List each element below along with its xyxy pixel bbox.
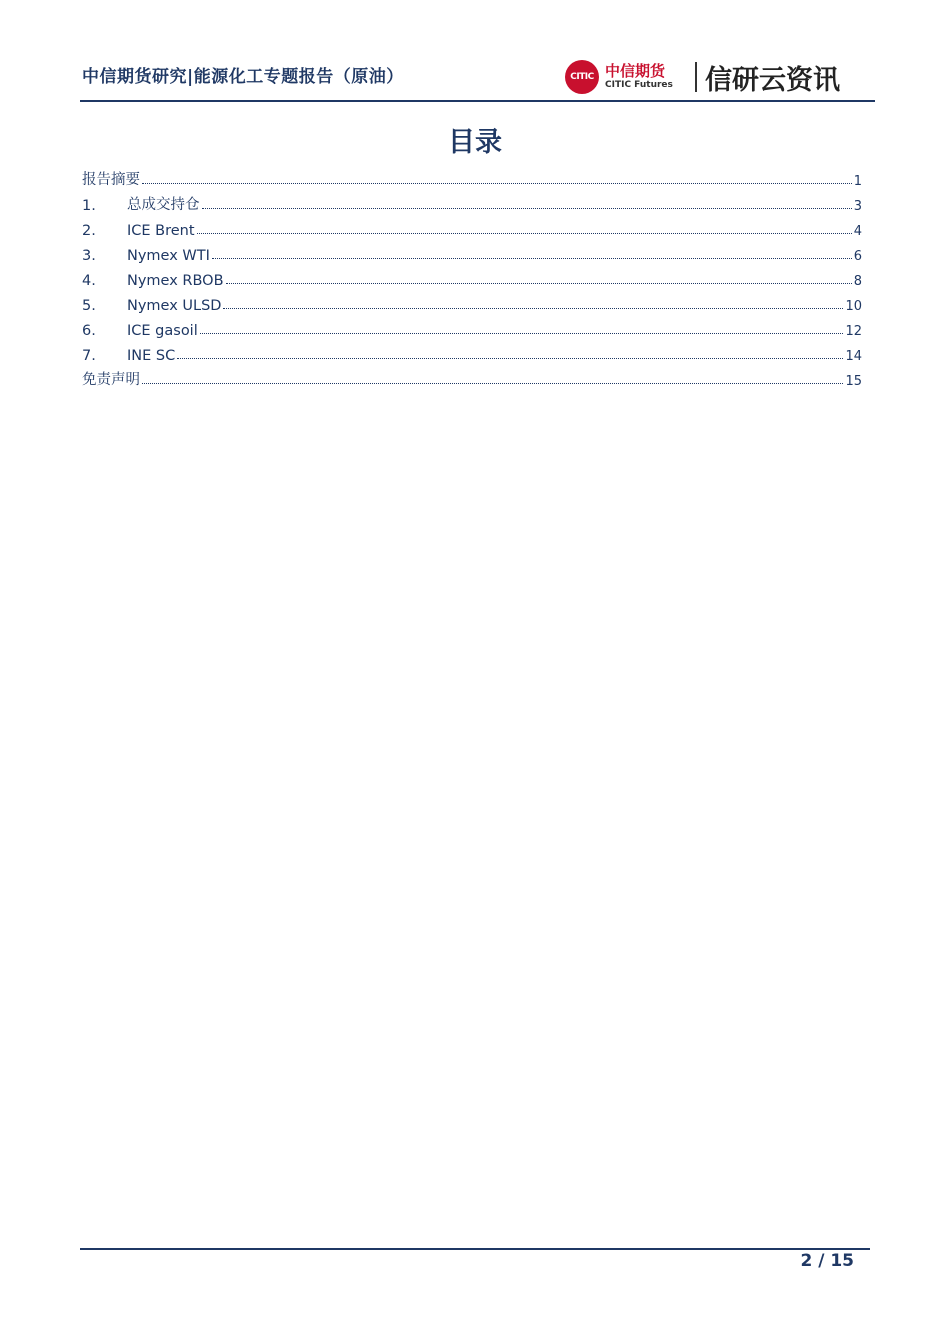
toc-entry-nymex-rbob[interactable]	[82, 264, 862, 289]
toc-entry-label: Nymex WTI	[127, 248, 210, 264]
toc-leader-dots	[177, 357, 843, 359]
toc-entry-nymex-ulsd[interactable]	[82, 289, 862, 314]
toc-entry-number: 2.	[82, 223, 96, 239]
toc-entry-disclaimer[interactable]	[82, 364, 862, 389]
page-number: 2 / 15	[800, 1251, 854, 1271]
toc-entry-page: 15	[845, 374, 862, 389]
toc-entry-ice-brent[interactable]	[82, 214, 862, 239]
citic-futures-logo	[565, 58, 875, 96]
toc-entry-number: 4.	[82, 273, 96, 289]
toc-entry-label: INE SC	[127, 348, 176, 364]
toc-entry-label: Nymex ULSD	[127, 298, 222, 314]
toc-entry-label: 报告摘要	[82, 172, 140, 188]
logo-english-name: CITIC Futures	[605, 80, 673, 90]
toc-entry-label: Nymex RBOB	[127, 273, 224, 289]
toc-entry-label: ICE gasoil	[127, 323, 198, 339]
toc-entry-number: 5.	[82, 298, 96, 314]
citic-emblem-icon: CITIC	[565, 60, 599, 94]
logo-separator	[695, 62, 697, 92]
toc-entry-label: 总成交持仓	[127, 197, 200, 213]
toc-entry-ice-gasoil[interactable]	[82, 314, 862, 339]
toc-entry-page: 10	[845, 299, 862, 314]
header-divider	[80, 100, 875, 102]
toc-leader-dots	[202, 207, 852, 209]
toc-entry-page: 3	[853, 199, 862, 214]
toc-entry-page: 1	[853, 174, 862, 189]
toc-entry-total-volume[interactable]	[82, 189, 862, 214]
toc-leader-dots	[197, 232, 852, 234]
toc-entry-number: 3.	[82, 248, 96, 264]
toc-entry-number: 1.	[82, 198, 96, 214]
toc-leader-dots	[142, 382, 843, 384]
toc-entry-nymex-wti[interactable]	[82, 239, 862, 264]
toc-entry-page: 6	[853, 249, 862, 264]
toc-entry-label: 免责声明	[82, 372, 140, 388]
toc-entry-number: 7.	[82, 348, 96, 364]
toc-entry-label: ICE Brent	[127, 223, 195, 239]
toc-entry-ine-sc[interactable]	[82, 339, 862, 364]
toc-leader-dots	[200, 332, 844, 334]
report-header-title: 中信期货研究|能源化工专题报告（原油）	[82, 67, 404, 87]
toc-leader-dots	[142, 182, 852, 184]
toc-entry-page: 14	[845, 349, 862, 364]
toc-entry-summary[interactable]	[82, 164, 862, 189]
toc-entry-page: 4	[853, 224, 862, 239]
toc-leader-dots	[226, 282, 852, 284]
logo-chinese-name: 中信期货	[605, 62, 666, 80]
toc-title: 目录	[448, 127, 502, 158]
toc-entry-page: 8	[853, 274, 862, 289]
toc-leader-dots	[212, 257, 852, 259]
logo-slogan: 信研云资讯	[705, 65, 840, 96]
table-of-contents	[82, 164, 862, 389]
toc-entry-number: 6.	[82, 323, 96, 339]
toc-entry-page: 12	[845, 324, 862, 339]
footer-divider	[80, 1248, 870, 1250]
toc-leader-dots	[223, 307, 843, 309]
